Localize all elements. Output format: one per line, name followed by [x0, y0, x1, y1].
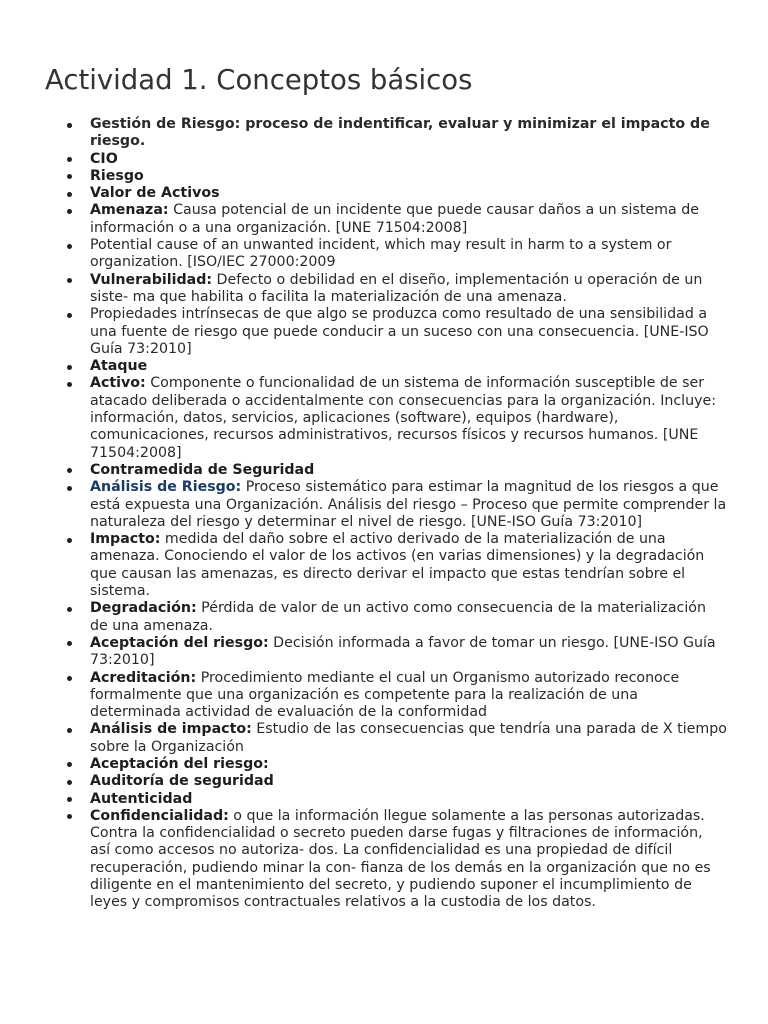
list-item: Amenaza: Causa potencial de un incidente que puede causar daños a un sistema de información o a una organización. [UNE 71504:2008]: [67, 202, 727, 237]
analisis-riesgo-link[interactable]: Análisis de Riesgo:: [90, 479, 242, 496]
list-item: Vulnerabilidad: Defecto o debilidad en el diseño, implementación u operación de un siste- ma que habilita o facilita la materialización de una amenaza.: [67, 272, 727, 307]
list-item: Acreditación: Procedimiento mediante el cual un Organismo autorizado reconoce formalmente que una organización es competente para la realización de una determinada actividad de evaluación de la conformidad: [67, 670, 727, 722]
list-item: [67, 756, 727, 773]
term-analisis-impacto: Análisis de impacto:: [90, 721, 252, 738]
list-item: [67, 168, 727, 185]
term-amenaza: Amenaza:: [90, 202, 169, 219]
term-valor-activos: Valor de Activos: [90, 185, 220, 202]
list-item: Degradación: Pérdida de valor de un activo como consecuencia de la materialización de una amenaza.: [67, 600, 727, 635]
term-aceptacion-riesgo-2: Aceptación del riesgo:: [90, 755, 269, 772]
term-acreditacion: Acreditación:: [90, 669, 197, 686]
list-item: Aceptación del riesgo: Decisión informada a favor de tomar un riesgo. [UNE-ISO Guía 73:2010]: [67, 635, 727, 670]
term-ataque: Ataque: [90, 358, 148, 375]
term-vulnerabilidad: Vulnerabilidad:: [90, 271, 213, 288]
list-item: [67, 185, 727, 202]
term-contramedida: Contramedida de Seguridad: [90, 461, 315, 478]
term-aceptacion-riesgo: Aceptación del riesgo:: [90, 634, 269, 651]
list-item: Activo: Componente o funcionalidad de un sistema de información susceptible de ser atacado deliberada o accidentalmente con consecuencias para la organización. Incluye: información, datos, servicios, aplicaciones (software), equipos (hardware), comunicaciones, recursos administrativos, recursos físicos y recursos humanos. [UNE 71504:2008]: [67, 375, 727, 461]
page-title: Actividad 1. Conceptos básicos: [45, 64, 473, 96]
list-item: [67, 237, 727, 272]
term-auditoria: Auditoría de seguridad: [90, 773, 274, 790]
term-activo: Activo:: [90, 375, 146, 392]
list-item: [67, 151, 727, 168]
list-item: [67, 306, 727, 358]
potential-cause-text: Potential cause of an unwanted incident, which may result in harm to a system or organization. [ISO/IEC 27000:2009: [90, 237, 672, 271]
list-item: [67, 116, 727, 151]
term-cio: CIO: [90, 150, 118, 167]
list-item: Análisis de Riesgo: Proceso sistemático para estimar la magnitud de los riesgos a que está expuesta una Organización. Análisis del riesgo – Proceso que permite comprender la naturaleza del riesgo y determinar el nivel de riesgo. [UNE-ISO Guía 73:2010]: [67, 479, 727, 531]
list-item: Impacto: medida del daño sobre el activo derivado de la materialización de una amenaza. Conociendo el valor de los activos (en varias dimensiones) y la degradación que causan las amenazas, es directo derivar el impacto que estas tendrían sobre el sistema.: [67, 531, 727, 600]
term-autenticidad: Autenticidad: [90, 790, 193, 807]
concept-list: [67, 116, 727, 912]
term-degradacion: Degradación:: [90, 600, 197, 617]
term-riesgo: Riesgo: [90, 167, 144, 184]
gestion-riesgo-text: Gestión de Riesgo: proceso de indentificar, evaluar y minimizar el impacto de riesgo.: [90, 116, 710, 150]
list-item: [67, 358, 727, 375]
list-item: Confidencialidad: o que la información llegue solamente a las personas autorizadas. Contra la confidencialidad o secreto pueden darse fugas y filtraciones de información, así como accesos no autoriza- dos. La confidencialidad es una propiedad de difícil recuperación, pudiendo minar la con- fianza de los demás en la organización que no es diligente en el mantenimiento del secreto, y pudiendo suponer el incumplimiento de leyes y compromisos contractuales relativos a la custodia de los datos.: [67, 808, 727, 912]
term-impacto: Impacto:: [90, 531, 161, 548]
list-item: Análisis de impacto: Estudio de las consecuencias que tendría una parada de X tiempo sobre la Organización: [67, 721, 727, 756]
term-confidencialidad: Confidencialidad:: [90, 807, 229, 824]
list-item: [67, 773, 727, 790]
propiedades-text: Propiedades intrínsecas de que algo se produzca como resultado de una sensibilidad a una fuente de riesgo que puede conducir a un suceso con una consecuencia. [UNE-ISO Guía 73:2010]: [90, 306, 709, 357]
list-item: [67, 462, 727, 479]
list-item: [67, 791, 727, 808]
